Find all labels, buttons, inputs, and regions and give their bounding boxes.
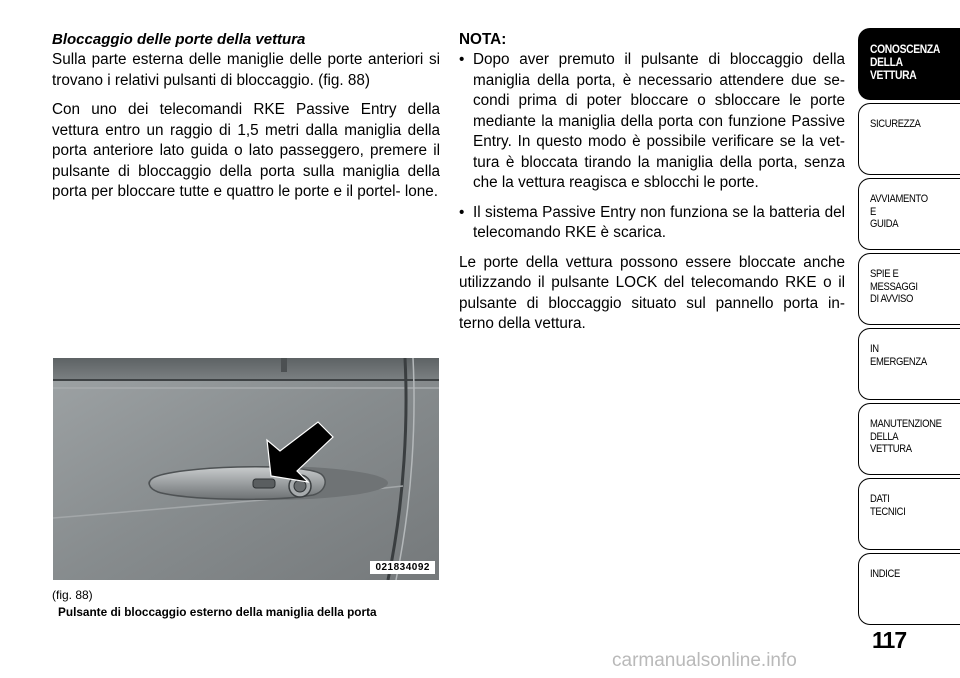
note-bullet-text: Dopo aver premuto il pulsante di bloccaggio della maniglia della porta, è necessario attendere due se- condi prima di poter bloccare o sbloccare le porte mediante la maniglia della porta con funzione Passive Entry. In questo modo è possibile verificare se la vet- tura è bloccata tirando la maniglia della porta, senza che la vettura reagisca e sblocchi le porte. [473,51,845,191]
passive-entry-paragraph: Con uno dei telecomandi RKE Passive Entry della vettura entro un raggio di 1,5 metri dalla maniglia della porta anteriore lato guida o lato passeggero, premere il pulsante di bloccaggio della porta sulla maniglia della porta per bloccare tutte e quattro le porte e il portel- lone. [52,101,440,200]
right-column [459,30,845,344]
page-number: 117 [872,627,907,653]
figure-code: 021834092 [370,561,435,574]
tab-label: SICUREZZA [870,118,921,130]
chapter-tabs [858,28,960,628]
tab-indice[interactable] [858,553,960,625]
note-bullet-text: Il sistema Passive Entry non funziona se la batteria del telecomando RKE è scarica. [473,203,845,241]
tab-manutenzione[interactable] [858,403,960,475]
tab-label: IN EMERGENZA [870,343,927,368]
door-handle-illustration [53,358,439,580]
watermark-text: carmanualsonline.info [612,650,797,671]
tab-label: INDICE [870,568,901,580]
tab-label: MANUTENZIONE DELLA VETTURA [870,418,942,455]
bullet-dot: • [459,51,465,68]
figure-number: (fig. 88) [52,588,93,602]
note-title: NOTA: [459,31,507,48]
tab-dati-tecnici[interactable] [858,478,960,550]
lock-paragraph: Le porte della vettura possono essere bloccate anche utilizzando il pulsante LOCK del telecomando RKE o il pulsante di bloccaggio situato sul pannello porta in- terno della vettura. [459,253,845,332]
tab-conoscenza-della-vettura[interactable] [858,28,960,100]
tab-label: CONOSCENZA DELLA VETTURA [870,42,940,82]
tab-label: DATI TECNICI [870,493,906,518]
tab-in-emergenza[interactable] [858,328,960,400]
intro-paragraph: Sulla parte esterna delle maniglie delle porte anteriori si trovano i relativi pulsanti di bloccaggio. (fig. 88) [52,51,440,89]
section-title: Bloccaggio delle porte della vettura [52,31,306,48]
tab-label: AVVIAMENTO E GUIDA [870,193,928,230]
note-bullet [459,50,845,194]
left-column [52,30,440,212]
figure-caption: Pulsante di bloccaggio esterno della maniglia della porta [58,605,377,619]
tab-sicurezza[interactable] [858,103,960,175]
note-bullet [459,203,845,244]
bullet-dot: • [459,203,465,221]
tab-spie-e-messaggi[interactable] [858,253,960,325]
tab-label: SPIE E MESSAGGI DI AVVISO [870,268,918,305]
tab-avviamento-e-guida[interactable] [858,178,960,250]
door-handle-figure [53,358,439,580]
